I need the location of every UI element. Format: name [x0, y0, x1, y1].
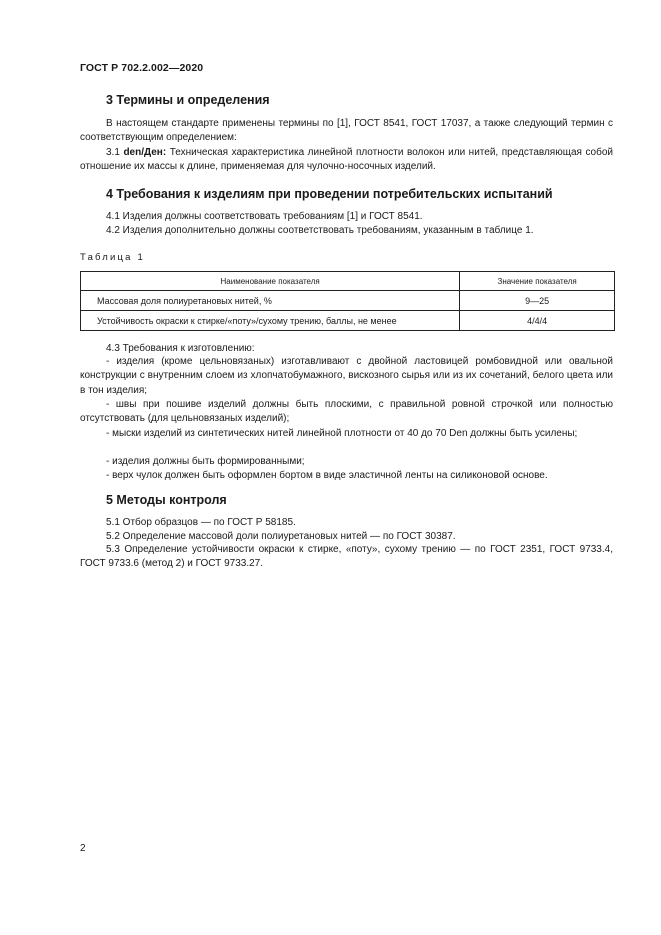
clause-4-3-item: - швы при пошиве изделий должны быть плоскими, с правильной ровной строчкой или полностью отсутствовать (для цельновязаных изделий); — [80, 399, 613, 425]
clause-4-3-item: - верх чулок должен быть оформлен бортом в виде эластичной ленты на силиконовой основе. — [106, 470, 548, 481]
section-3-intro: В настоящем стандарте применены термины по [1], ГОСТ 8541, ГОСТ 17037, а также следующий термин с соответствующим определением: — [80, 118, 613, 144]
term-definition: Техническая характеристика линейной плотности волокон или нитей, представляющая собой отношение их массы к длине, применяемая для чулочно-носочных изделий. — [80, 147, 613, 173]
clause-4-3-item: - мыски изделий из синтетических нитей линейной плотности от 40 до 70 Den должны быть усилены; — [106, 428, 578, 439]
section-4-title: 4 Требования к изделиям при проведении потребительских испытаний — [106, 187, 553, 201]
term-number: 3.1 — [106, 147, 120, 158]
clause-4-2: 4.2 Изделия дополнительно должны соответствовать требованиям, указанным в таблице 1. — [106, 225, 534, 236]
section-5-title: 5 Методы контроля — [106, 493, 227, 507]
clause-5-3: 5.3 Определение устойчивости окраски к стирке, «поту», сухому трению — по ГОСТ 2351, ГОСТ 9733.4, ГОСТ 9733.6 (метод 2) и ГОСТ 9733.27. — [80, 544, 613, 570]
clause-4-3-item: - изделия должны быть формированными; — [106, 456, 305, 467]
term-definition-paragraph — [80, 146, 613, 175]
page-number: 2 — [80, 843, 86, 854]
section-3-title: 3 Термины и определения — [106, 93, 270, 107]
table-cell-value: 4/4/4 — [460, 311, 615, 331]
table-header-cell: Значение показателя — [460, 272, 615, 291]
clause-4-3-item: - изделия (кроме цельновязаных) изготавливают с двойной ластовицей ромбовидной или овальной конструкции с внутренним слоем из хлопчатобумажного, вискозного сырья или из их сочетаний, белого цвета или в тон изделия; — [80, 356, 613, 396]
table-cell-value: 9—25 — [460, 291, 615, 311]
table-cell-name: Устойчивость окраски к стирке/«поту»/сухому трению, баллы, не менее — [81, 311, 460, 331]
clause-5-1: 5.1 Отбор образцов — по ГОСТ Р 58185. — [106, 517, 296, 528]
table-row — [81, 291, 615, 311]
term-name: den/Ден: — [123, 147, 167, 158]
requirements-table — [80, 271, 615, 331]
document-code: ГОСТ Р 702.2.002—2020 — [80, 62, 204, 74]
table-row — [81, 311, 615, 331]
table-header-cell: Наименование показателя — [81, 272, 460, 291]
table-header-row — [81, 272, 615, 291]
clause-4-3-lead: 4.3 Требования к изготовлению: — [106, 343, 255, 354]
clause-4-1: 4.1 Изделия должны соответствовать требованиям [1] и ГОСТ 8541. — [106, 211, 423, 222]
clause-5-2: 5.2 Определение массовой доли полиуретановых нитей — по ГОСТ 30387. — [106, 531, 456, 542]
table-caption: Таблица 1 — [80, 252, 145, 263]
table-cell-name: Массовая доля полиуретановых нитей, % — [81, 291, 460, 311]
